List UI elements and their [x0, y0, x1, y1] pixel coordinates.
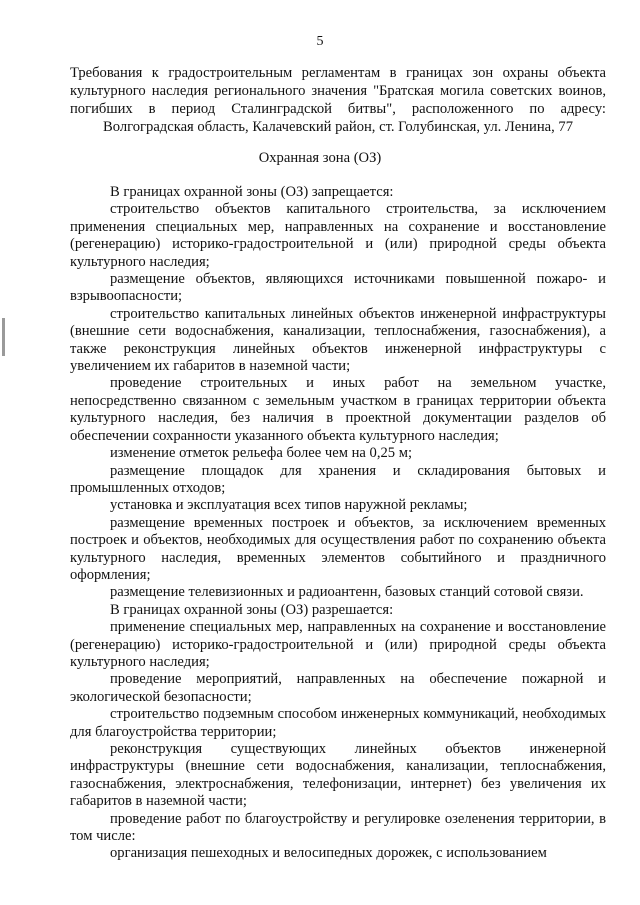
paragraph-waste-storage: размещение площадок для хранения и складирования бытовых и промышленных отходов;	[70, 462, 606, 496]
paragraph-permitted-intro: В границах охранной зоны (ОЗ) разрешается:	[110, 601, 394, 618]
paragraph-prohibited-intro: В границах охранной зоны (ОЗ) запрещается:	[110, 184, 394, 200]
page-number: 5	[316, 34, 324, 49]
document-title: Требования к градостроительным регламентам в границах зон охраны объекта культурного наследия регионального значения "Братская могила советских воинов, погибших в период Сталинградской битвы", расположенного по адресу: Волгоградская область, Калачевский район, ст. Голубинская, ул. Ленина, 77	[70, 65, 606, 135]
paragraph-relief: изменение отметок рельефа более чем на 0,25 м;	[110, 445, 413, 462]
paragraph-landscaping: проведение работ по благоустройству и регулировке озеленения территории, в том числе:	[70, 810, 606, 845]
paragraph-capital-construction: строительство объектов капитального строительства, за исключением применения специальных мер, направленных на сохранение и восстановление (регенерацию) историко-градостроительной и (или) природной среды объекта культурного наследия;	[70, 201, 606, 270]
paragraph-fire-hazard: размещение объектов, являющихся источниками повышенной пожаро- и взрывоопасности;	[70, 271, 606, 305]
paragraph-safety-measures: проведение мероприятий, направленных на обеспечение пожарной и экологической безопасности;	[70, 671, 606, 705]
paragraph-temporary-buildings: размещение временных построек и объектов, за исключением временных построек и объектов, необходимых для осуществления работ по сохранению объекта культурного наследия, временных элементов событийного и праздничного оформления;	[70, 514, 606, 583]
paragraph-underground-utilities: строительство подземным способом инженерных коммуникаций, необходимых для благоустройства территории;	[70, 706, 606, 740]
paragraph-antennas: размещение телевизионных и радиоантенн, базовых станций сотовой связи.	[110, 584, 584, 601]
zone-heading: Охранная зона (ОЗ)	[258, 150, 382, 166]
paragraph-linear-objects: строительство капитальных линейных объектов инженерной инфраструктуры (внешние сети водоснабжения, канализации, теплоснабжения, газоснабжения), а также реконструкция линейных объектов инженерной инфраструктуры с увеличением их габаритов в наземной части;	[70, 305, 606, 375]
paragraph-paths: организация пешеходных и велосипедных дорожек, с использованием	[110, 845, 547, 862]
paragraph-construction-works: проведение строительных и иных работ на земельном участке, непосредственно связанном с земельным участком в границах территории объекта культурного наследия, без наличия в проектной документации разделов об обеспечении сохранности указанного объекта культурного наследия;	[70, 375, 606, 444]
paragraph-advertising: установка и эксплуатация всех типов наружной рекламы;	[110, 497, 468, 514]
document-body	[70, 184, 606, 863]
paragraph-reconstruction: реконструкция существующих линейных объектов инженерной инфраструктуры (внешние сети водоснабжения, канализации, теплоснабжения, газоснабжения, электроснабжения, телефонизации, интернет) без увеличения их габаритов в наземной части;	[70, 741, 606, 810]
scan-margin-mark	[2, 318, 5, 356]
paragraph-special-measures: применение специальных мер, направленных на сохранение и восстановление (регенерацию) историко-градостроительной и (или) природной среды объекта культурного наследия;	[70, 619, 606, 670]
